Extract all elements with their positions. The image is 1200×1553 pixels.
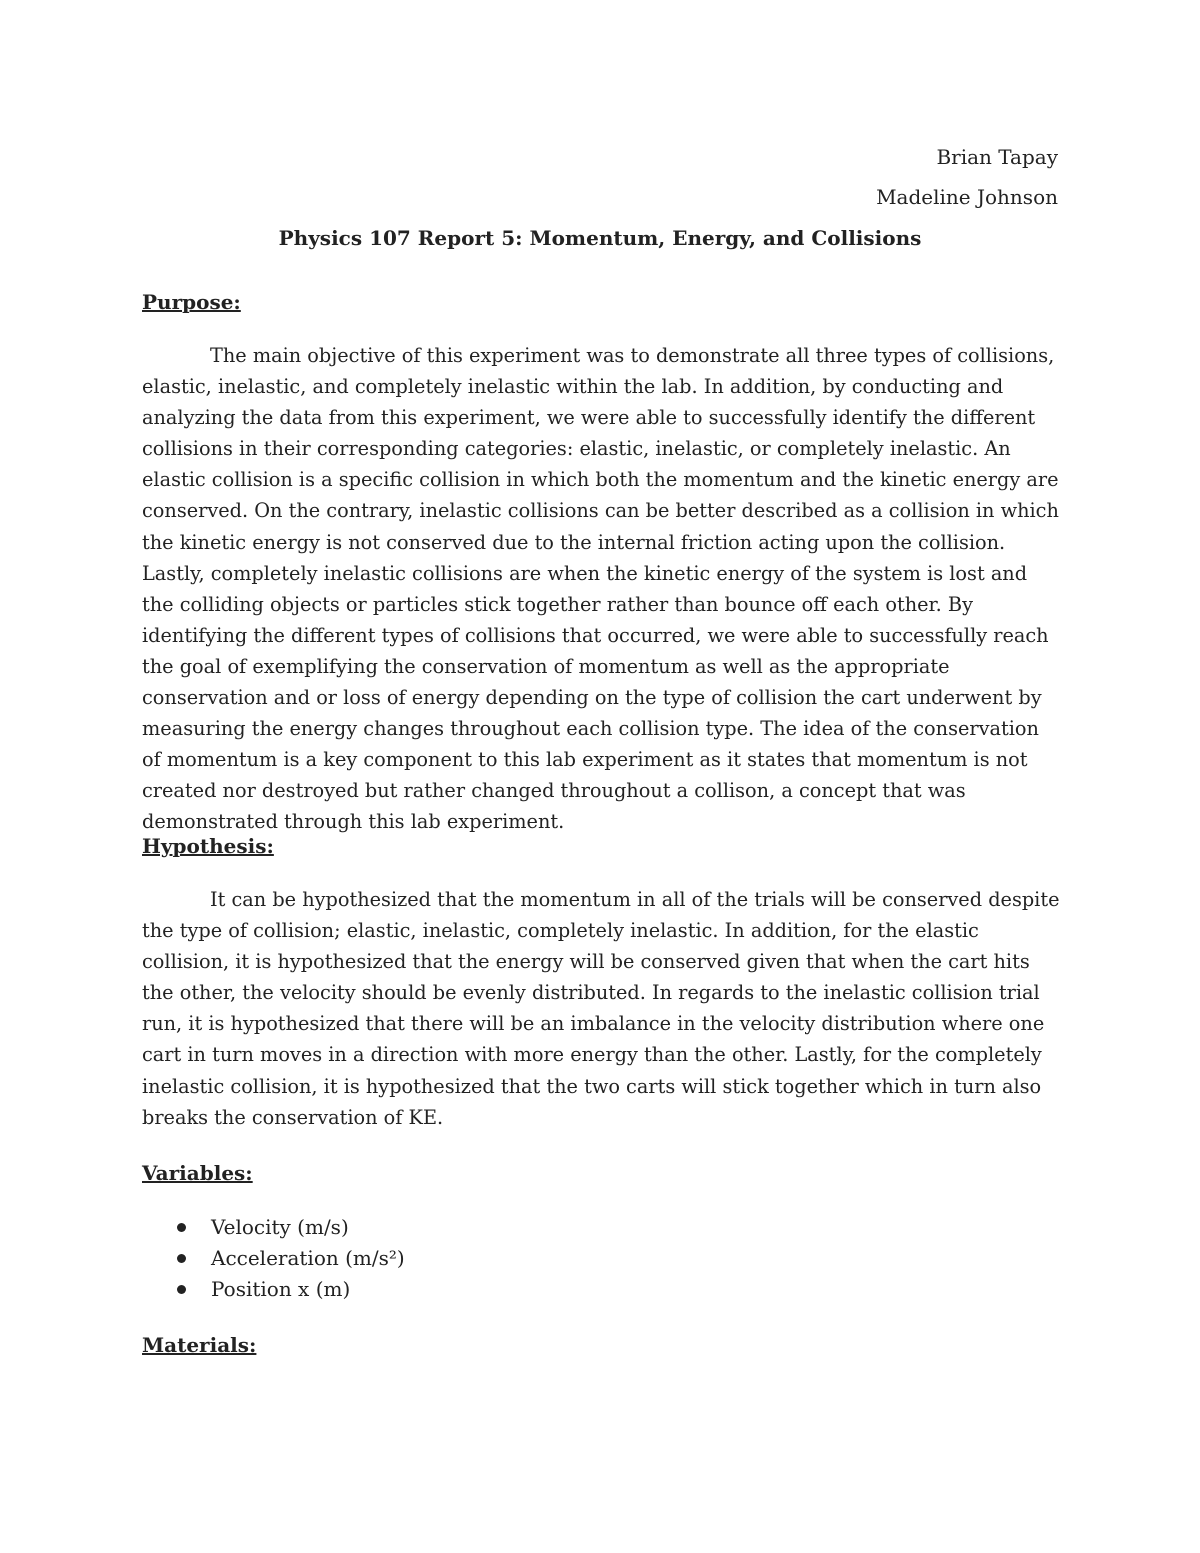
list-item	[142, 1274, 405, 1305]
bullet-icon	[177, 1285, 186, 1294]
variable-label: Velocity (m/s)	[211, 1215, 349, 1239]
list-item	[142, 1243, 405, 1274]
hypothesis-heading: Hypothesis:	[142, 834, 274, 858]
purpose-heading: Purpose:	[142, 290, 241, 314]
hypothesis-paragraph: It can be hypothesized that the momentum in all of the trials will be conserved despite the type of collision; elastic, inelastic, completely inelastic. In addition, for the elastic collision, it is hypothesized that the energy will be conserved given that when the cart hits the other, the velocity should be evenly distributed. In regards to the inelastic collision trial run, it is hypothesized that there will be an imbalance in the velocity distribution where one cart in turn moves in a direction with more energy than the other. Lastly, for the completely inelastic collision, it is hypothesized that the two carts will stick together which in turn also breaks the conservation of KE.	[142, 888, 1060, 1129]
purpose-paragraph: The main objective of this experiment was to demonstrate all three types of collisions, elastic, inelastic, and completely inelastic within the lab. In addition, by conducting and analyzing the data from this experiment, we were able to successfully identify the different collisions in their corresponding categories: elastic, inelastic, or completely inelastic. An elastic collision is a specific collision in which both the momentum and the kinetic energy are conserved. On the contrary, inelastic collisions can be better described as a collision in which the kinetic energy is not conserved due to the internal friction acting upon the collision. Lastly, completely inelastic collisions are when the kinetic energy of the system is lost and the colliding objects or particles stick together rather than bounce off each other. By identifying the different types of collisions that occurred, we were able to successfully reach the goal of exemplifying the conservation of momentum as well as the appropriate conservation and or loss of energy depending on the type of collision the cart underwent by measuring the energy changes throughout each collision type. The idea of the conservation of momentum is a key component to this lab experiment as it states that momentum is not created nor destroyed but rather changed throughout a collison, a concept that was demonstrated through this lab experiment.	[142, 344, 1059, 834]
author-name: Madeline Johnson	[876, 185, 1058, 209]
bullet-icon	[177, 1223, 186, 1232]
variables-list	[142, 1212, 405, 1305]
report-title: Physics 107 Report 5: Momentum, Energy, and Collisions	[278, 226, 922, 250]
bullet-icon	[177, 1254, 186, 1263]
variable-label: Acceleration (m/s²)	[211, 1246, 405, 1270]
variable-label: Position x (m)	[211, 1277, 351, 1301]
materials-heading: Materials:	[142, 1333, 257, 1357]
author-name: Brian Tapay	[936, 145, 1058, 169]
variables-heading: Variables:	[142, 1161, 253, 1185]
list-item	[142, 1212, 405, 1243]
